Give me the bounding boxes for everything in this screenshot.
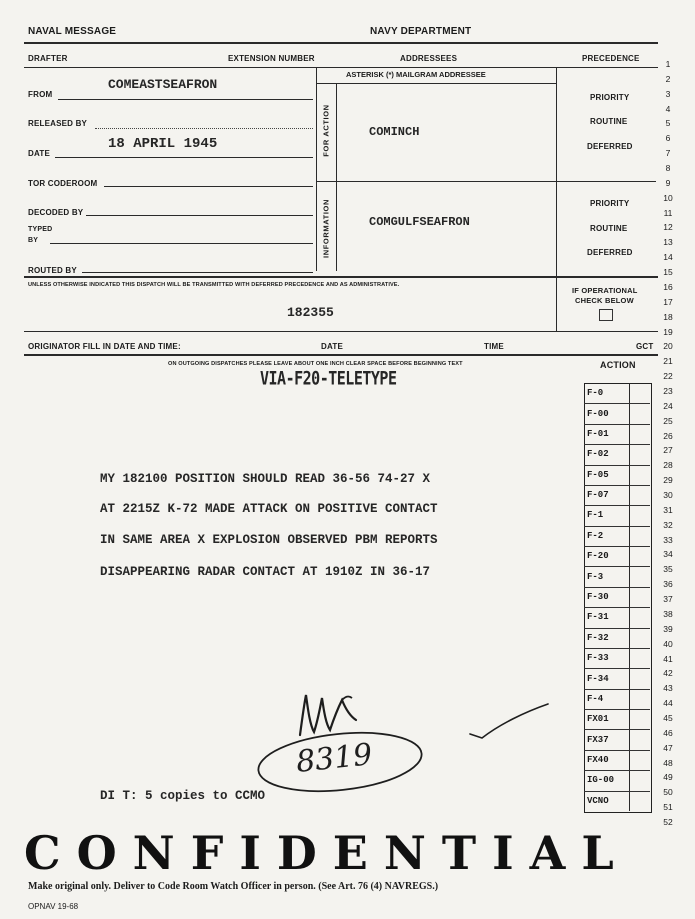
- decoded-by-line: [86, 215, 313, 216]
- action-routine: ROUTINE: [590, 117, 628, 126]
- action-row-rule: [584, 546, 650, 547]
- action-row-rule: [584, 566, 650, 567]
- line-number: 51: [663, 802, 673, 813]
- precedence-divider: [556, 67, 557, 331]
- info-addressee: COMGULFSEAFRON: [369, 215, 470, 229]
- action-code[interactable]: F-34: [587, 673, 609, 684]
- action-row-rule: [584, 465, 650, 466]
- handling-instruction: Make original only. Deliver to Code Room Watch Officer in person. (See Art. 76 (4) NAVREGS.): [28, 881, 439, 892]
- action-code[interactable]: F-02: [587, 449, 609, 460]
- action-row-rule: [584, 770, 650, 771]
- action-addressee: COMINCH: [369, 125, 420, 139]
- section-label-divider: [336, 84, 337, 271]
- typed-by-line: [50, 243, 313, 244]
- message-line-1: MY 182100 POSITION SHOULD READ 36-56 74-27 X: [100, 472, 431, 486]
- classification-stamp: CONFIDENTIAL: [24, 826, 630, 880]
- top-rule: [24, 42, 658, 44]
- action-code[interactable]: VCNO: [587, 795, 609, 806]
- line-number: 33: [663, 534, 673, 545]
- line-number: 34: [663, 549, 673, 560]
- routing-rule: [24, 276, 658, 278]
- line-number: 45: [663, 712, 673, 723]
- action-row-rule: [584, 729, 650, 730]
- information-label: INFORMATION: [321, 199, 331, 258]
- line-number: 27: [663, 445, 673, 456]
- line-number: 5: [665, 118, 671, 129]
- info-priority: PRIORITY: [590, 199, 630, 208]
- action-row-rule: [584, 505, 650, 506]
- line-number: 11: [663, 207, 673, 218]
- drafter-label: DRAFTER: [28, 54, 68, 63]
- action-code[interactable]: IG-00: [587, 775, 615, 786]
- line-number: 7: [665, 148, 671, 159]
- routed-by-label: ROUTED BY: [28, 266, 77, 275]
- tor-coderoom-label: TOR CODEROOM: [28, 179, 98, 188]
- for-action-label: FOR ACTION: [321, 104, 331, 157]
- action-row-rule: [584, 424, 650, 425]
- typed-by-label: BY: [28, 237, 39, 244]
- line-number: 17: [663, 296, 673, 307]
- action-code[interactable]: F-00: [587, 408, 609, 419]
- precedence-label: PRECEDENCE: [582, 54, 640, 63]
- line-number: 42: [663, 668, 673, 679]
- line-number: 30: [663, 490, 673, 501]
- line-number: 39: [663, 623, 673, 634]
- handwritten-number: 8319: [294, 737, 374, 780]
- line-number: 15: [663, 267, 673, 278]
- action-code[interactable]: F-32: [587, 632, 609, 643]
- info-routine: ROUTINE: [590, 224, 628, 233]
- routed-by-line: [82, 272, 313, 273]
- action-row-rule: [584, 668, 650, 669]
- line-number: 12: [663, 222, 673, 233]
- line-number: 26: [663, 430, 673, 441]
- date-time-group: 182355: [287, 305, 334, 320]
- line-number: 6: [665, 133, 671, 144]
- line-number: 2: [665, 73, 671, 84]
- line-number: 52: [663, 817, 673, 827]
- outgoing-dispatch-note: ON OUTGOING DISPATCHES PLEASE LEAVE ABOUT ONE INCH CLEAR SPACE BEFORE BEGINNING TEXT: [168, 361, 463, 367]
- line-number: 8: [665, 163, 671, 174]
- handwritten-initials-and-check: [230, 680, 570, 800]
- line-number: 16: [663, 281, 673, 292]
- action-code[interactable]: FX37: [587, 734, 609, 745]
- line-number: 14: [663, 252, 673, 263]
- action-row-rule: [584, 403, 650, 404]
- info-deferred: DEFERRED: [587, 248, 633, 257]
- action-row-rule: [584, 444, 650, 445]
- line-number: 35: [663, 564, 673, 575]
- gct-label: GCT: [636, 342, 654, 351]
- originator-time-label: TIME: [484, 342, 504, 351]
- action-priority: PRIORITY: [590, 93, 630, 102]
- action-header: ACTION: [600, 360, 636, 370]
- line-number: 40: [663, 638, 673, 649]
- action-row-rule: [584, 628, 650, 629]
- extension-label: EXTENSION NUMBER: [228, 54, 315, 63]
- line-number: 18: [663, 311, 673, 322]
- date-label: DATE: [28, 149, 50, 158]
- action-code[interactable]: F-1: [587, 510, 604, 521]
- action-code[interactable]: FX40: [587, 755, 609, 766]
- date-line: [55, 157, 313, 158]
- line-number: 13: [663, 237, 673, 248]
- addressee-divider: [316, 67, 317, 271]
- action-deferred: DEFERRED: [587, 142, 633, 151]
- message-line-4: DISAPPEARING RADAR CONTACT AT 1910Z IN 36-17: [100, 565, 431, 579]
- line-number: 21: [663, 356, 673, 367]
- line-number: 41: [663, 653, 673, 664]
- line-number: 9: [665, 177, 671, 188]
- line-number: 25: [663, 415, 673, 426]
- action-code[interactable]: F-2: [587, 530, 604, 541]
- action-row-rule: [584, 587, 650, 588]
- line-number: 37: [663, 594, 673, 605]
- action-grid-divider: [629, 383, 630, 811]
- message-line-3: IN SAME AREA X EXPLOSION OBSERVED PBM REPORTS: [100, 533, 438, 547]
- action-code[interactable]: F-4: [587, 693, 604, 704]
- mailgram-label: ASTERISK (*) MAILGRAM ADDRESSEE: [346, 70, 486, 79]
- form-title: NAVAL MESSAGE: [28, 26, 117, 37]
- operational-checkbox[interactable]: [599, 309, 613, 321]
- action-code[interactable]: F-3: [587, 571, 604, 582]
- dtg-rule: [24, 331, 658, 332]
- line-number: 32: [663, 519, 673, 530]
- action-code[interactable]: F-01: [587, 428, 609, 439]
- action-row-rule: [584, 791, 650, 792]
- action-code[interactable]: F-30: [587, 592, 609, 602]
- from-line: [58, 99, 313, 100]
- line-number: 28: [663, 460, 673, 471]
- line-number: 3: [665, 88, 671, 99]
- line-number: 49: [663, 772, 673, 783]
- action-row-rule: [584, 648, 650, 649]
- action-code[interactable]: F-0: [587, 388, 604, 399]
- line-number: 22: [663, 371, 673, 382]
- line-number: 43: [663, 683, 673, 694]
- addressees-label: ADDRESSEES: [400, 54, 458, 63]
- action-info-rule: [316, 181, 656, 182]
- decoded-by-label: DECODED BY: [28, 208, 84, 217]
- check-below-label: CHECK BELOW: [575, 296, 634, 305]
- department-title: NAVY DEPARTMENT: [370, 26, 472, 37]
- typed-label: TYPED: [28, 226, 53, 233]
- line-number: 47: [663, 742, 673, 753]
- released-by-label: RELEASED BY: [28, 119, 88, 128]
- column-header-rule: [24, 67, 658, 68]
- deferred-precedence-note: UNLESS OTHERWISE INDICATED THIS DISPATCH WILL BE TRANSMITTED WITH DEFERRED PRECEDENCE AND AS ADMINISTRATIVE.: [28, 282, 400, 288]
- action-code[interactable]: F-07: [587, 490, 609, 501]
- line-number: 38: [663, 608, 673, 619]
- from-value: COMEASTSEAFRON: [108, 77, 218, 92]
- if-operational-label: IF OPERATIONAL: [572, 286, 638, 295]
- action-code[interactable]: F-20: [587, 551, 609, 562]
- message-line-2: AT 2215Z K-72 MADE ATTACK ON POSITIVE CONTACT: [100, 502, 438, 516]
- line-number: 1: [665, 59, 671, 69]
- action-code[interactable]: F-33: [587, 653, 609, 664]
- line-number: 50: [663, 787, 673, 798]
- line-number: 31: [663, 504, 673, 515]
- action-code[interactable]: FX01: [587, 714, 609, 725]
- action-row-rule: [584, 750, 650, 751]
- action-row-rule: [584, 689, 650, 690]
- action-code[interactable]: F-31: [587, 612, 609, 623]
- mailgram-rule: [316, 83, 556, 84]
- tor-coderoom-line: [104, 186, 313, 187]
- line-number: 10: [663, 192, 673, 203]
- line-number: 23: [663, 385, 673, 396]
- distribution-note: DI T: 5 copies to CCMO: [100, 789, 266, 803]
- action-row-rule: [584, 709, 650, 710]
- line-number: 44: [663, 698, 673, 709]
- originator-date-label: DATE: [321, 342, 343, 351]
- routing-stamp: VIA-F20-TELETYPE: [260, 367, 397, 390]
- line-number: 19: [663, 326, 673, 337]
- released-by-line: [95, 128, 313, 129]
- action-row-rule: [584, 607, 650, 608]
- line-number: 20: [663, 341, 673, 352]
- line-number: 36: [663, 579, 673, 590]
- form-number: OPNAV 19-68: [28, 902, 79, 911]
- action-code[interactable]: F-05: [587, 469, 609, 480]
- originator-label: ORIGINATOR FILL IN DATE AND TIME:: [28, 342, 181, 351]
- line-number: 48: [663, 757, 673, 768]
- line-number: 4: [665, 103, 671, 114]
- date-value: 18 APRIL 1945: [108, 136, 218, 152]
- line-number: 24: [663, 400, 673, 411]
- action-row-rule: [584, 485, 650, 486]
- action-row-rule: [584, 526, 650, 527]
- from-label: FROM: [28, 90, 53, 99]
- line-number: 46: [663, 727, 673, 738]
- line-number: 29: [663, 475, 673, 486]
- originator-rule: [24, 354, 658, 356]
